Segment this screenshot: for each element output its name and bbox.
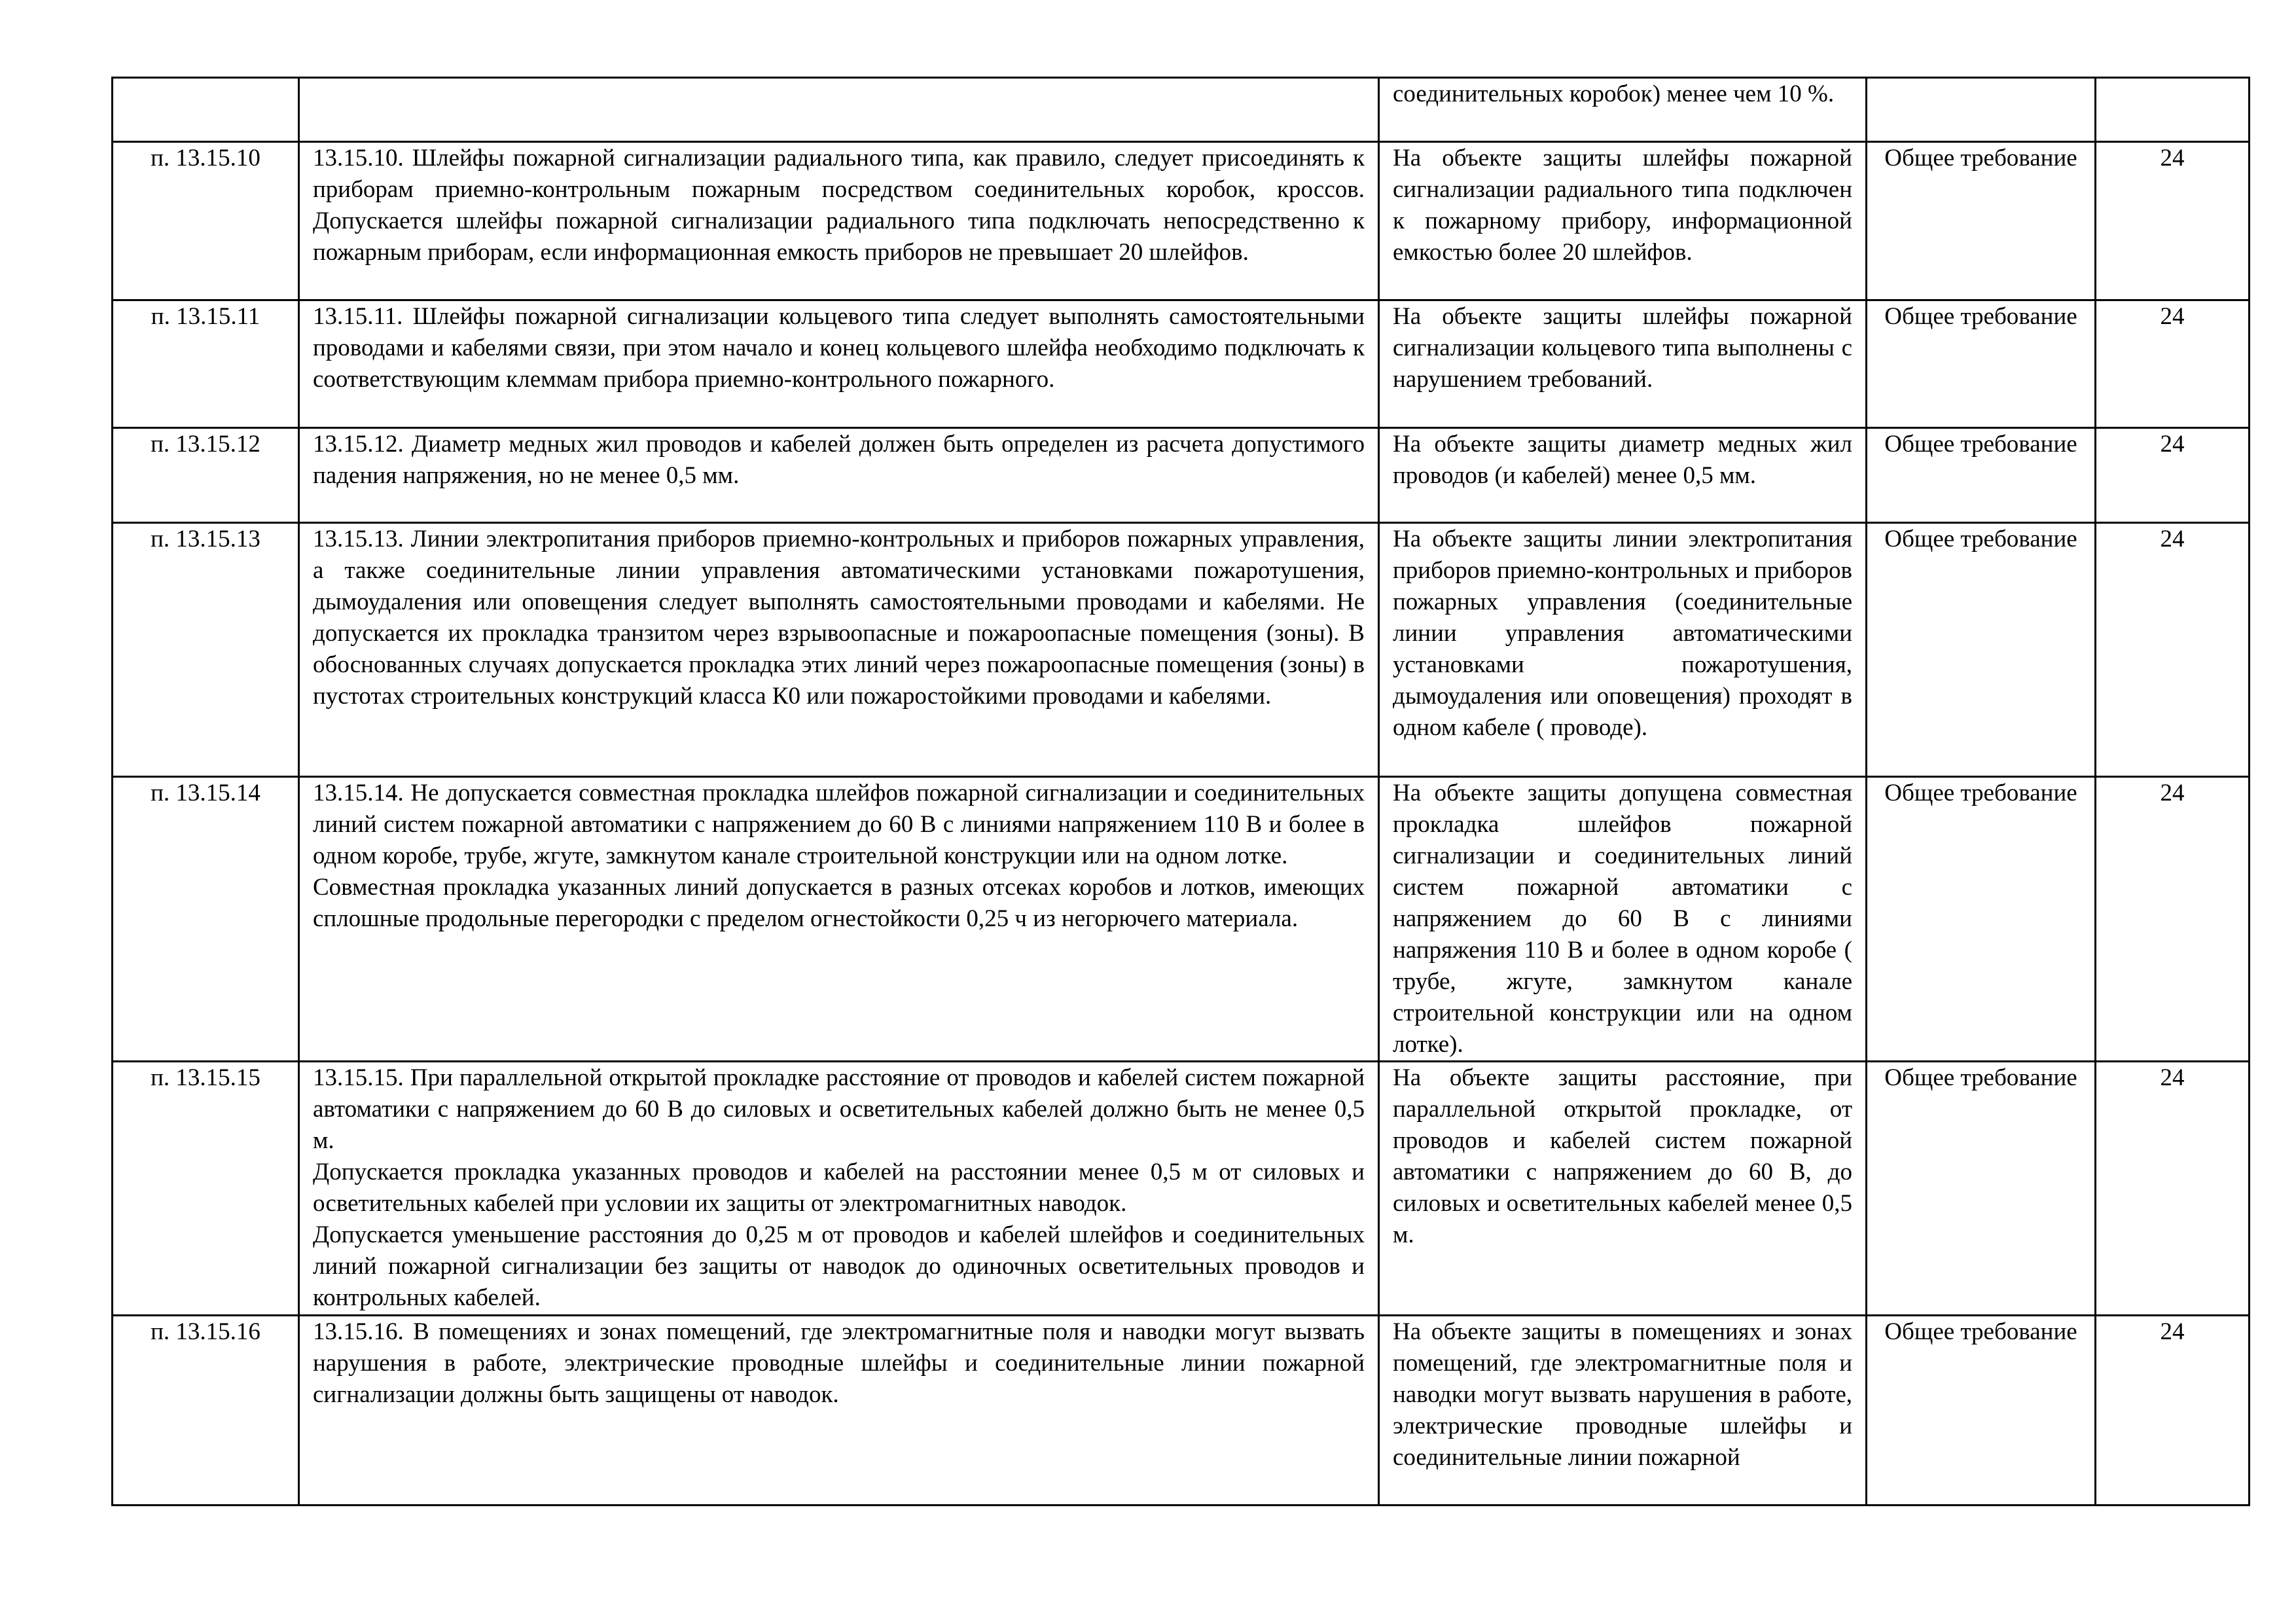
violation-cell: [1379, 523, 1867, 777]
type-cell: Общее требование: [1867, 428, 2096, 523]
page-cell: 24: [2096, 1062, 2250, 1316]
requirement-cell: [299, 300, 1379, 428]
table-row: [113, 78, 2250, 142]
requirement-text: Совместная прокладка указанных линий допускается в разных отсеках коробов и лотков, имеющих сплошные продольные перегородки с пределом огнестойкости 0,25 ч из негорючего материала.: [313, 874, 1365, 932]
page-cell: 24: [2096, 1316, 2250, 1506]
clause-cell: п. 13.15.14: [113, 777, 299, 1062]
table-row: [113, 300, 2250, 428]
table-row: [113, 1062, 2250, 1316]
violation-text: На объекте защиты шлейфы пожарной сигнализации радиального типа подключен к пожарному прибору, информационной емкостью более 20 шлейфов.: [1393, 145, 1852, 266]
violation-text: соединительных коробок) менее чем 10 %.: [1393, 81, 1835, 107]
clause-cell: п. 13.15.13: [113, 523, 299, 777]
requirement-text: Допускается прокладка указанных проводов и кабелей на расстоянии менее 0,5 м от силовых и осветительных кабелей при условии их защиты от электромагнитных наводок.: [313, 1159, 1365, 1217]
requirement-text: 13.15.13. Линии электропитания приборов приемно-контрольных и приборов пожарных управления, а также соединительные линии управления автоматическими установками пожаротушения, дымоудаления или оповещения следует выполнять самостоятельными проводами и кабелями. Не допускается их прокладка транзитом через взрывоопасные и пожароопасные помещения (зоны). В обоснованных случаях допускается прокладка этих линий через пожароопасные помещения (зоны) в пустотах строительных конструкций класса К0 или пожаростойкими проводами и кабелями.: [313, 526, 1365, 710]
requirement-cell: [299, 523, 1379, 777]
type-cell: Общее требование: [1867, 1062, 2096, 1316]
requirement-text: 13.15.11. Шлейфы пожарной сигнализации кольцевого типа следует выполнять самостоятельными проводами и кабелями связи, при этом начало и конец кольцевого шлейфа необходимо подключать к соответствующим клеммам прибора приемно-контрольного пожарного.: [313, 303, 1365, 393]
type-cell: Общее требование: [1867, 1316, 2096, 1506]
page-cell: 24: [2096, 523, 2250, 777]
violation-cell: [1379, 777, 1867, 1062]
violation-text: На объекте защиты расстояние, при параллельной открытой прокладке, от проводов и кабелей систем пожарной автоматики с напряжением до 60 В, до силовых и осветительных кабелей менее 0,5 м.: [1393, 1064, 1852, 1248]
clause-cell: п. 13.15.16: [113, 1316, 299, 1506]
clause-cell: п. 13.15.10: [113, 142, 299, 300]
violation-cell: [1379, 142, 1867, 300]
violation-cell: [1379, 428, 1867, 523]
violation-text: На объекте защиты диаметр медных жил проводов (и кабелей) менее 0,5 мм.: [1393, 431, 1852, 489]
regulation-table: [111, 77, 2250, 1506]
table-row: [113, 142, 2250, 300]
type-cell: Общее требование: [1867, 523, 2096, 777]
requirement-text: 13.15.16. В помещениях и зонах помещений, где электромагнитные поля и наводки могут вызвать нарушения в работе, электрические проводные шлейфы и соединительные линии пожарной сигнализации должны быть защищены от наводок.: [313, 1318, 1365, 1408]
table-body: [113, 78, 2250, 1506]
violation-cell: [1379, 78, 1867, 142]
table-row: [113, 428, 2250, 523]
table-row: [113, 523, 2250, 777]
violation-text: На объекте защиты линии электропитания приборов приемно-контрольных и приборов пожарных управления (соединительные линии управления автоматическими установками пожаротушения, дымоудаления или оповещения) проходят в одном кабеле ( проводе).: [1393, 526, 1852, 741]
violation-text: На объекте защиты шлейфы пожарной сигнализации кольцевого типа выполнены с нарушением требований.: [1393, 303, 1852, 393]
violation-text: На объекте защиты в помещениях и зонах помещений, где электромагнитные поля и наводки могут вызвать нарушения в работе, электрические проводные шлейфы и соединительные линии пожарной: [1393, 1318, 1852, 1471]
violation-text: На объекте защиты допущена совместная прокладка шлейфов пожарной сигнализации и соединительных линий систем пожарной автоматики с напряжением до 60 В с линиями напряжения 110 В и более в одном коробе ( трубе, жгуте, замкнутом канале строительной конструкции или на одном лотке).: [1393, 780, 1852, 1058]
type-cell: Общее требование: [1867, 142, 2096, 300]
requirement-cell: [299, 142, 1379, 300]
clause-cell: [113, 78, 299, 142]
requirement-text: 13.15.12. Диаметр медных жил проводов и кабелей должен быть определен из расчета допустимого падения напряжения, но не менее 0,5 мм.: [313, 431, 1365, 489]
requirement-text: Допускается уменьшение расстояния до 0,25 м от проводов и кабелей шлейфов и соединительных линий пожарной сигнализации без защиты от наводок до одиночных осветительных проводов и контрольных кабелей.: [313, 1221, 1365, 1311]
requirement-cell: [299, 78, 1379, 142]
requirement-text: 13.15.15. При параллельной открытой прокладке расстояние от проводов и кабелей систем пожарной автоматики с напряжением до 60 В до силовых и осветительных кабелей должно быть не менее 0,5 м.: [313, 1064, 1365, 1154]
page-cell: 24: [2096, 300, 2250, 428]
type-cell: Общее требование: [1867, 300, 2096, 428]
requirement-cell: [299, 428, 1379, 523]
violation-cell: [1379, 1062, 1867, 1316]
type-cell: Общее требование: [1867, 777, 2096, 1062]
requirement-cell: [299, 1062, 1379, 1316]
table-row: [113, 1316, 2250, 1506]
page-cell: [2096, 78, 2250, 142]
requirement-text: 13.15.10. Шлейфы пожарной сигнализации радиального типа, как правило, следует присоединять к приборам приемно-контрольным пожарным посредством соединительных коробок, кроссов. Допускается шлейфы пожарной сигнализации радиального типа подключать непосредственно к пожарным приборам, если информационная емкость приборов не превышает 20 шлейфов.: [313, 145, 1365, 266]
violation-cell: [1379, 1316, 1867, 1506]
page-cell: 24: [2096, 777, 2250, 1062]
clause-cell: п. 13.15.15: [113, 1062, 299, 1316]
violation-cell: [1379, 300, 1867, 428]
table-row: [113, 777, 2250, 1062]
type-cell: [1867, 78, 2096, 142]
clause-cell: п. 13.15.11: [113, 300, 299, 428]
page-cell: 24: [2096, 428, 2250, 523]
clause-cell: п. 13.15.12: [113, 428, 299, 523]
requirement-text: 13.15.14. Не допускается совместная прокладка шлейфов пожарной сигнализации и соединительных линий систем пожарной автоматики с напряжением до 60 В с линиями напряжением 110 В и более в одном коробе, трубе, жгуте, замкнутом канале строительной конструкции или на одном лотке.: [313, 780, 1365, 869]
requirement-cell: [299, 777, 1379, 1062]
requirement-cell: [299, 1316, 1379, 1506]
page-cell: 24: [2096, 142, 2250, 300]
